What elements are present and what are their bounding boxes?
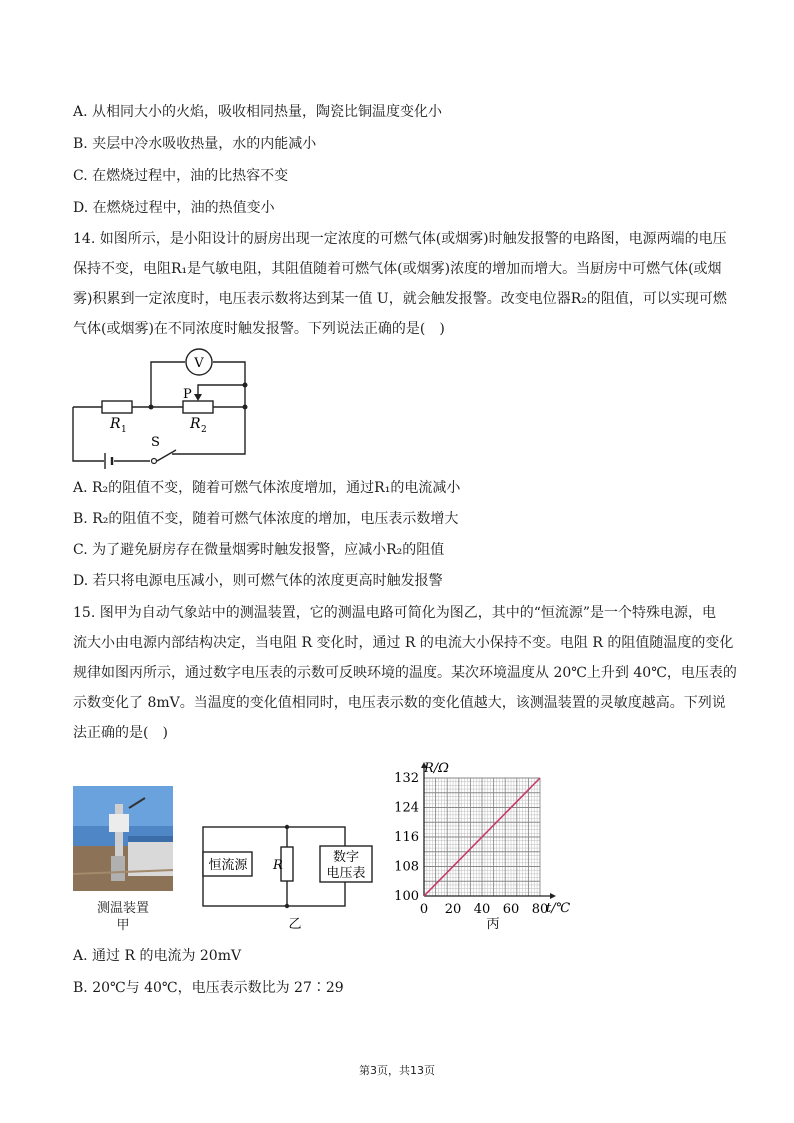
- q13-option-d: D. 在燃烧过程中，油的热值变小: [73, 200, 275, 216]
- r1-label: R: [110, 416, 121, 432]
- x-tick-label: 80: [531, 902, 549, 917]
- y-tick-label: 100: [394, 889, 419, 904]
- switch-label: S: [151, 435, 160, 450]
- r2-subscript: 2: [201, 425, 207, 435]
- resistor-label: R: [273, 858, 283, 873]
- q13-option-b: B. 夹层中冷水吸收热量，水的内能减小: [73, 136, 317, 152]
- x-tick-label: 20: [444, 902, 462, 917]
- q14-stem-line: 雾)积累到一定浓度时，电压表示数将达到某一值 U，就会触发报警。改变电位器R₂的阻值，可以实现可燃: [73, 291, 727, 307]
- y-tick-label: 116: [394, 830, 419, 845]
- q14-option-c: C. 为了避免厨房存在微量烟雾时触发报警，应减小R₂的阻值: [73, 542, 445, 558]
- y-tick-label: 124: [394, 800, 419, 816]
- q14-option-a: A. R₂的阻值不变，随着可燃气体浓度增加，通过R₁的电流减小: [73, 480, 461, 496]
- source-label: 恒流源: [208, 858, 248, 873]
- fig-a-label: 甲: [116, 918, 130, 933]
- x-tick-label: 0: [419, 902, 429, 917]
- q14-option-b: B. R₂的阻值不变，随着可燃气体浓度的增加，电压表示数增大: [73, 511, 459, 527]
- r1-subscript: 1: [121, 425, 127, 435]
- y-axis-label: R/Ω: [424, 761, 449, 776]
- y-tick-label: 132: [394, 771, 419, 786]
- q15-option-b: B. 20℃与 40℃，电压表示数比为 27∶29: [73, 980, 344, 996]
- q15-option-a: A. 通过 R 的电流为 20mV: [73, 948, 242, 964]
- meter-label-line1: 数字: [332, 850, 360, 865]
- fig-b-caption: 乙: [288, 917, 302, 932]
- voltmeter-label: V: [194, 356, 204, 371]
- q14-stem-line: 气体(或烟雾)在不同浓度时触发报警。下列说法正确的是( ): [73, 321, 445, 337]
- q15-stem-line: 示数变化了 8mV。当温度的变化值相同时，电压表示数的变化值越大，该测温装置的灵敏度越高。下列说: [73, 695, 726, 711]
- x-axis-arrow: [550, 893, 556, 899]
- page-footer: 第3页，共13页: [359, 1064, 435, 1077]
- r2-label: R: [190, 416, 201, 432]
- q15-stem-line: 法正确的是( ): [73, 725, 168, 741]
- x-tick-label: 40: [473, 902, 491, 917]
- q13-option-a: A. 从相同大小的火焰，吸收相同热量，陶瓷比铜温度变化小: [73, 104, 443, 120]
- q14-stem-line: 保持不变，电阻R₁是气敏电阻，其阻值随着可燃气体(或烟雾)浓度的增加而增大。当厨房中可燃气体(或烟: [73, 261, 722, 277]
- fig-c-caption: 丙: [486, 917, 500, 932]
- q15-stem-line: 流大小由电源内部结构决定，当电阻 R 变化时，通过 R 的电流大小保持不变。电阻 R 的阻值随温度的变化: [73, 635, 734, 651]
- slider-label: P: [183, 387, 192, 402]
- fig-a-caption: 测温装置: [96, 901, 149, 916]
- q14-stem-line: 14. 如图所示，是小阳设计的厨房出现一定浓度的可燃气体(或烟雾)时触发报警的电路图，电源两端的电压: [73, 231, 727, 247]
- meter-label-line2: 电压表: [326, 866, 366, 881]
- q15-stem-line: 规律如图丙所示，通过数字电压表的示数可反映环境的温度。某次环境温度从 20℃上升到 40℃，电压表的: [73, 665, 737, 681]
- y-tick-label: 108: [394, 859, 419, 875]
- x-tick-label: 60: [502, 902, 520, 917]
- q13-option-c: C. 在燃烧过程中，油的比热容不变: [73, 168, 289, 184]
- q14-option-d: D. 若只将电源电压减小，则可燃气体的浓度更高时触发报警: [73, 573, 443, 589]
- x-axis-label: t/℃: [546, 901, 571, 916]
- q15-stem-line: 15. 图甲为自动气象站中的测温装置，它的测温电路可简化为图乙，其中的“恒流源”是一个特殊电源，电: [73, 605, 717, 621]
